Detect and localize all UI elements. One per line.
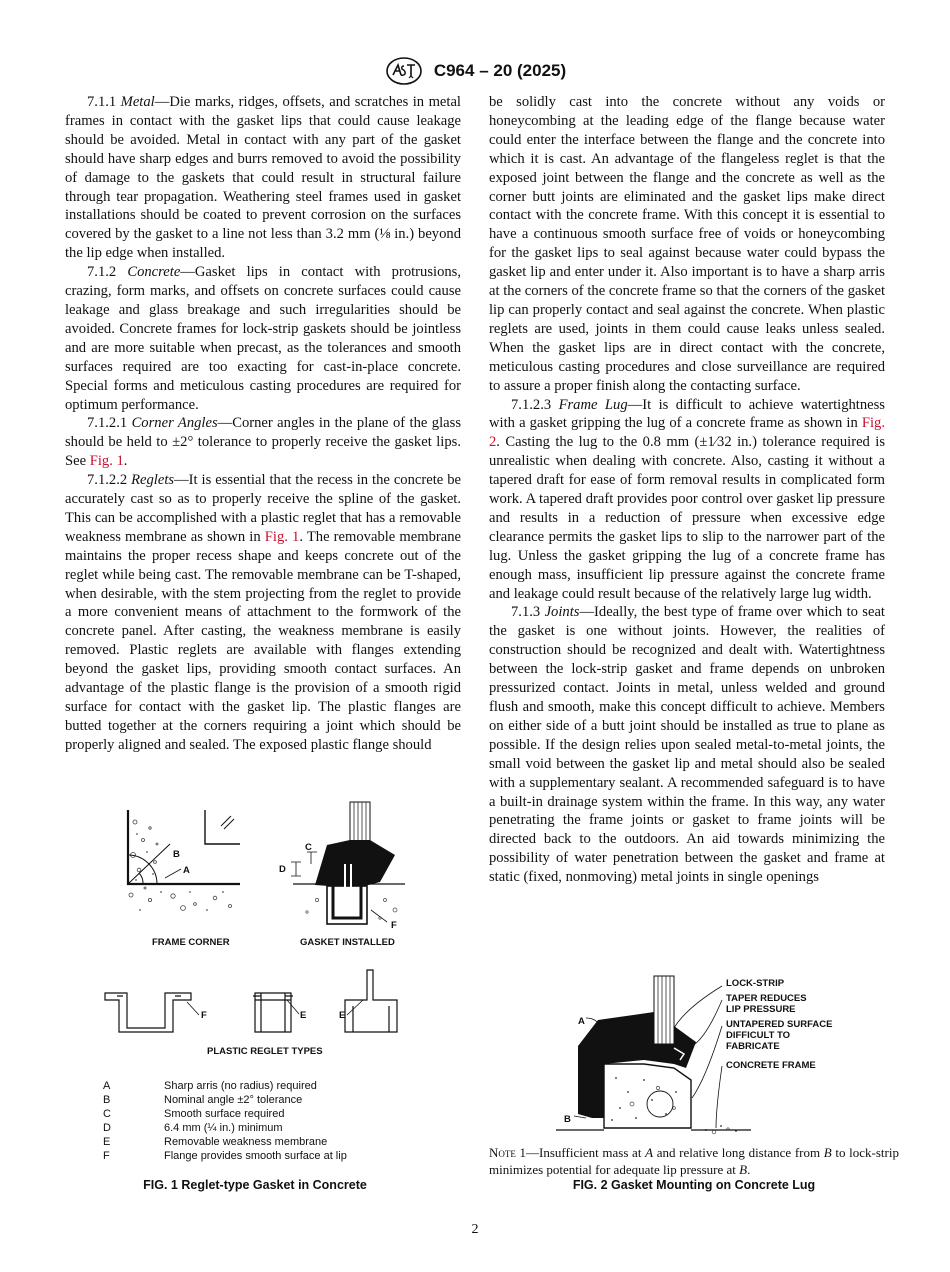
legend-row: C Smooth surface required [103,1108,285,1120]
svg-text:B: B [173,849,180,860]
frame-corner-drawing [128,810,240,911]
fig1-drawing [95,800,425,1070]
section-7-1-3: 7.1.3 Joints—Ideally, the best type of frame over which to seat the gasket is one without joints. However, the realities of construction should be recognized and dealt with. Watertightness between the lock-strip gasket and frame depends on unbroken pressurized contact. Joints in metal, unless welded and ground flush and smooth, make this concept difficult to achieve. Members on either side of a butt joint should be installed as true to plane as possible. If the design relies upon sealed metal-to-metal joints, the small void between the gasket lip and metal should also be sealed with a supplementary sealant. A recommended safeguard is to have a built-in drainage system within the frame. In this way, any water penetrating the frame joints or gasket to frame joints will be directed back to the outdoors. An aid towards minimizing the possibility of water penetration between the gasket and frame at static (fixed, nonmoving) metal joints in single openings [489,604,885,886]
page-number: 2 [471,1222,479,1237]
svg-text:DIFFICULT TO: DIFFICULT TO [726,1030,791,1041]
svg-text:LOCK-STRIP: LOCK-STRIP [726,978,785,989]
svg-text:D: D [279,864,286,875]
svg-text:E: E [300,1010,307,1021]
svg-text:F: F [391,920,397,931]
svg-text:F: F [201,1010,207,1021]
reglet-types-drawing [105,970,397,1032]
svg-text:B: B [564,1114,571,1125]
section-7-1-1: 7.1.1 Metal—Die marks, ridges, offsets, and scratches in metal frames in contact with the gasket lips that could cause leakage should be avoided. Metal in contact with any part of the gasket should have sharp edges and burrs removed to avoid the possibility of damage to the gaskets that could result in structural failure through tear propagation. Weathering steel frames used in gasket installations should be coated to prevent corrosion on the surfaces covered by the gasket to a line not less than 3.2 mm (⅛ in.) beyond the lip edge when installed. [65,94,461,262]
svg-text:CONCRETE FRAME: CONCRETE FRAME [726,1060,816,1071]
svg-text:LIP PRESSURE: LIP PRESSURE [726,1004,796,1015]
fig2-drawing [556,968,876,1140]
legend-row: D 6.4 mm (¼ in.) minimum [103,1122,283,1134]
legend-row: A Sharp arris (no radius) required [103,1080,317,1092]
svg-text:C: C [305,842,312,853]
legend-row: E Removable weakness membrane [103,1136,328,1148]
page-header [0,56,950,86]
gasket-installed-drawing [279,802,405,931]
section-7-1-2-2-continued: be solidly cast into the concrete without any voids or honeycombing at the leading edge of the flange because water could enter the interface between the flange and the concrete into which it is cast. An advantage of the flangeless reglet is that the exposed joint between the flange and the concrete as well as the corner butt joints are eliminated and the gasket lips make direct contact with the concrete frame. With this concept it is essential to have a continuous smooth surface free of voids or honeycombing for the gasket lips to seal against because water could bypass the gasket lip and enter under it. Also important is to have a sharp arris at the corners of the concrete frame so that the corners of the gasket lip can properly contact and seal against the concrete. When plastic reglets are used, joints in them could cause leaks unless sealed. When the gasket lips are in direct contact with the concrete, meticulous casting procedures and close surveillance are required to assure a proper finish along the contacting surface. [489,94,885,394]
section-7-1-2: 7.1.2 Concrete—Gasket lips in contact with protrusions, crazing, form marks, and offsets on concrete surfaces could cause leakage and glass breakage and such irregularities should be avoided. Concrete frames for lock-strip gaskets should be jointless and are more suitable when precast, as the tolerances and smooth surfaces required are too exacting for cast-in-place concrete. Special forms and meticulous casting procedures are required for optimum performance. [65,264,461,413]
document-id: C964 – 20 (2025) [433,61,567,80]
fig1-caption: FIG. 1 Reglet-type Gasket in Concrete [143,1178,367,1192]
svg-text:E: E [339,1010,346,1021]
legend-row: F Flange provides smooth surface at lip [103,1150,347,1162]
left-column [65,93,461,755]
right-column [489,93,885,887]
section-7-1-2-1: 7.1.2.1 Corner Angles—Corner angles in the plane of the glass should be held to ±2° tolerance to properly receive the gasket lips. See Fig. 1. [65,415,461,470]
label-gasket-installed: GASKET INSTALLED [300,937,395,948]
astm-logo-icon [384,56,424,86]
fig1-link[interactable]: Fig. 1 [264,528,300,545]
fig2-note: Note 1—Insufficient mass at A and relative long distance from B to lock-strip minimizes potential for adequate lip pressure at B. [489,1145,899,1177]
svg-text:A: A [183,865,190,876]
fig1-link[interactable]: Fig. 1 [89,453,124,470]
svg-text:A: A [578,1016,585,1027]
svg-text:TAPER REDUCES: TAPER REDUCES [726,993,807,1004]
svg-text:UNTAPERED SURFACE: UNTAPERED SURFACE [726,1019,833,1030]
svg-text:FABRICATE: FABRICATE [726,1041,780,1052]
label-frame-corner: FRAME CORNER [152,937,230,948]
section-7-1-2-3: 7.1.2.3 Frame Lug—It is difficult to achieve watertightness with a gasket gripping the lug of a concrete frame as shown in Fig. 2. Casting the lug to the 0.8 mm (±1⁄32 in.) tolerance required is unrealistic when dealing with concrete. Also, casting it without a tapered draft for ease of form removal results in complicated form work. A tapered draft provides poor control over gasket lip pressure and results in a reduction of pressure when excessive edge clearance permits the gasket lips to slip to the narrower part of the lug. Unless the gasket gripping the lug of a concrete frame has enough mass, insufficient lip pressure against the concrete frame and leakage could result because of the relatively large lug width. [489,396,885,602]
fig2-caption: FIG. 2 Gasket Mounting on Concrete Lug [572,1178,816,1192]
section-7-1-2-2: 7.1.2.2 Reglets—It is essential that the recess in the concrete be accurately cast so as to properly receive the spline of the gasket. This can be accomplished with a plastic reglet that has a removable weakness membrane as shown in Fig. 1. The removable membrane maintains the proper recess shape and keeps concrete out of the reglet while being cast. The removable membrane can be T-shaped, when desirable, with the stem projecting from the reglet to provide a more convenient means of attachment to the formwork of the concrete panel. After casting, the weakness membrane is easily removed. Plastic reglets are available with flanges extending beyond the gasket lips, providing smooth contact surfaces. An advantage of the plastic flange is the provision of a smooth rigid surface for contact with the gasket lip. The plastic flanges are butted together at the corners requiring a joint which should be properly aligned and sealed. The exposed plastic flange should [65,472,461,753]
label-reglet-types: PLASTIC REGLET TYPES [207,1046,323,1057]
fig2-link[interactable]: Fig. 2 [489,415,885,451]
fig1-legend [103,1079,463,1163]
legend-row: B Nominal angle ±2° tolerance [103,1094,303,1106]
